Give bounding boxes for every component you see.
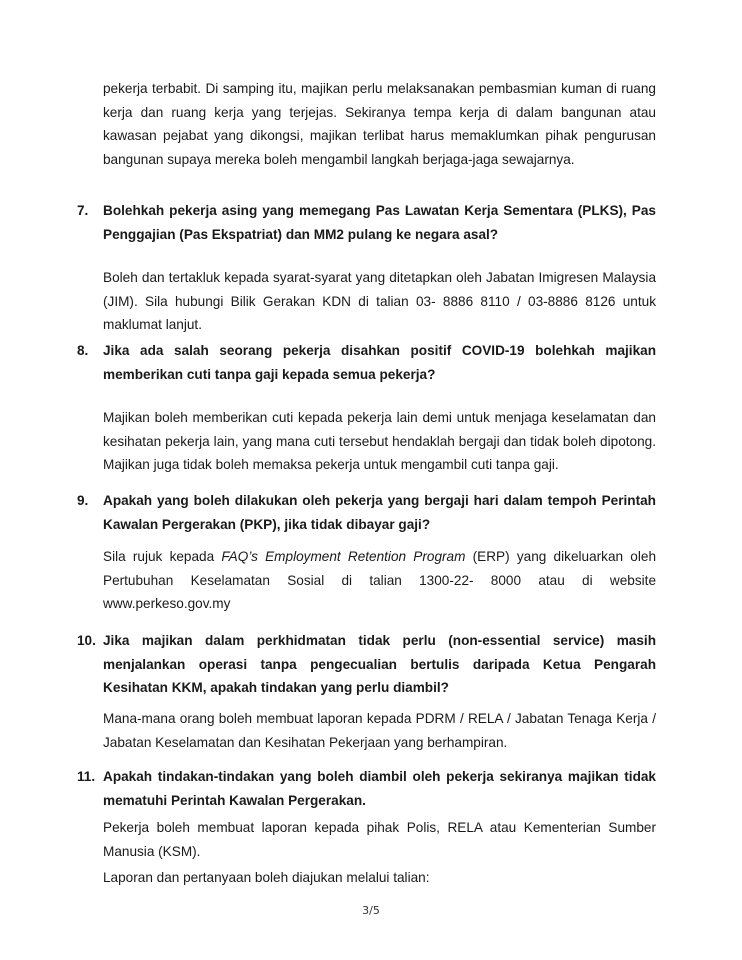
faq-answer-7: Boleh dan tertakluk kepada syarat-syarat yang ditetapkan oleh Jabatan Imigresen Malaysia (JIM). Sila hubungi Bilik Gerakan KDN di talian 03- 8886 8110 / 03-8886 8126 untuk maklumat lanjut.: [103, 270, 656, 332]
question-number: 8.: [77, 343, 89, 358]
page-number: 3/5: [362, 904, 380, 917]
question-text: Apakah tindakan-tindakan yang boleh diambil oleh pekerja sekiranya majikan tidak mematuhi Perintah Kawalan Pergerakan.: [103, 769, 656, 808]
faq-question-8: [77, 339, 656, 386]
question-text: Apakah yang boleh dilakukan oleh pekerja yang bergaji hari dalam tempoh Perintah Kawalan Pergerakan (PKP), jika tidak dibayar gaji?: [103, 493, 656, 532]
faq-question-9: [77, 489, 656, 536]
question-text: Bolehkah pekerja asing yang memegang Pas Lawatan Kerja Sementara (PLKS), Pas Penggajian (Pas Ekspatriat) dan MM2 pulang ke negara asal?: [103, 203, 656, 242]
question-number: 9.: [77, 493, 89, 508]
question-number: 11.: [77, 769, 96, 784]
faq-answer-9: [103, 545, 656, 616]
faq-question-7: [77, 199, 656, 246]
intro-paragraph: pekerja terbabit. Di samping itu, majikan perlu melaksanakan pembasmian kuman di ruang kerja dan ruang kerja yang terjejas. Sekiranya tempa kerja di dalam bangunan atau kawasan pejabat yang dikongsi, majikan terlibat harus memaklumkan pihak pengurusan bangunan supaya mereka boleh mengambil langkah berjaga-jaga sewajarnya.: [103, 81, 656, 167]
faq-answer-10: Mana-mana orang boleh membuat laporan kepada PDRM / RELA / Jabatan Tenaga Kerja / Jabatan Keselamatan dan Kesihatan Pekerjaan yang berhampiran.: [103, 711, 656, 750]
question-text: Jika ada salah seorang pekerja disahkan positif COVID-19 bolehkah majikan memberikan cuti tanpa gaji kepada semua pekerja?: [103, 343, 656, 382]
answer-prefix: Sila rujuk kepada: [103, 549, 222, 564]
erp-faq-title: FAQ’s Employment Retention Program: [221, 549, 466, 564]
question-text: Jika majikan dalam perkhidmatan tidak perlu (non-essential service) masih menjalankan operasi tanpa pengecualian bertulis daripada Ketua Pengarah Kesihatan KKM, apakah tindakan yang perlu diambil?: [103, 633, 656, 695]
faq-question-10: [77, 629, 656, 700]
question-number: 10.: [77, 633, 96, 648]
faq-answer-11-hotline-intro: Laporan dan pertanyaan boleh diajukan melalui talian:: [103, 870, 430, 885]
faq-question-11: [77, 765, 656, 812]
question-number: 7.: [77, 203, 89, 218]
answer-suffix: (ERP) yang dikeluarkan oleh Pertubuhan Keselamatan Sosial di talian 1300-22- 8000 atau di website www.perkeso.gov.my: [103, 549, 657, 611]
faq-answer-11: Pekerja boleh membuat laporan kepada pihak Polis, RELA atau Kementerian Sumber Manusia (KSM).: [103, 820, 656, 859]
faq-answer-8: Majikan boleh memberikan cuti kepada pekerja lain demi untuk menjaga keselamatan dan kesihatan pekerja lain, yang mana cuti tersebut hendaklah bergaji dan tidak boleh dipotong. Majikan juga tidak boleh memaksa pekerja untuk mengambil cuti tanpa gaji.: [103, 410, 656, 472]
